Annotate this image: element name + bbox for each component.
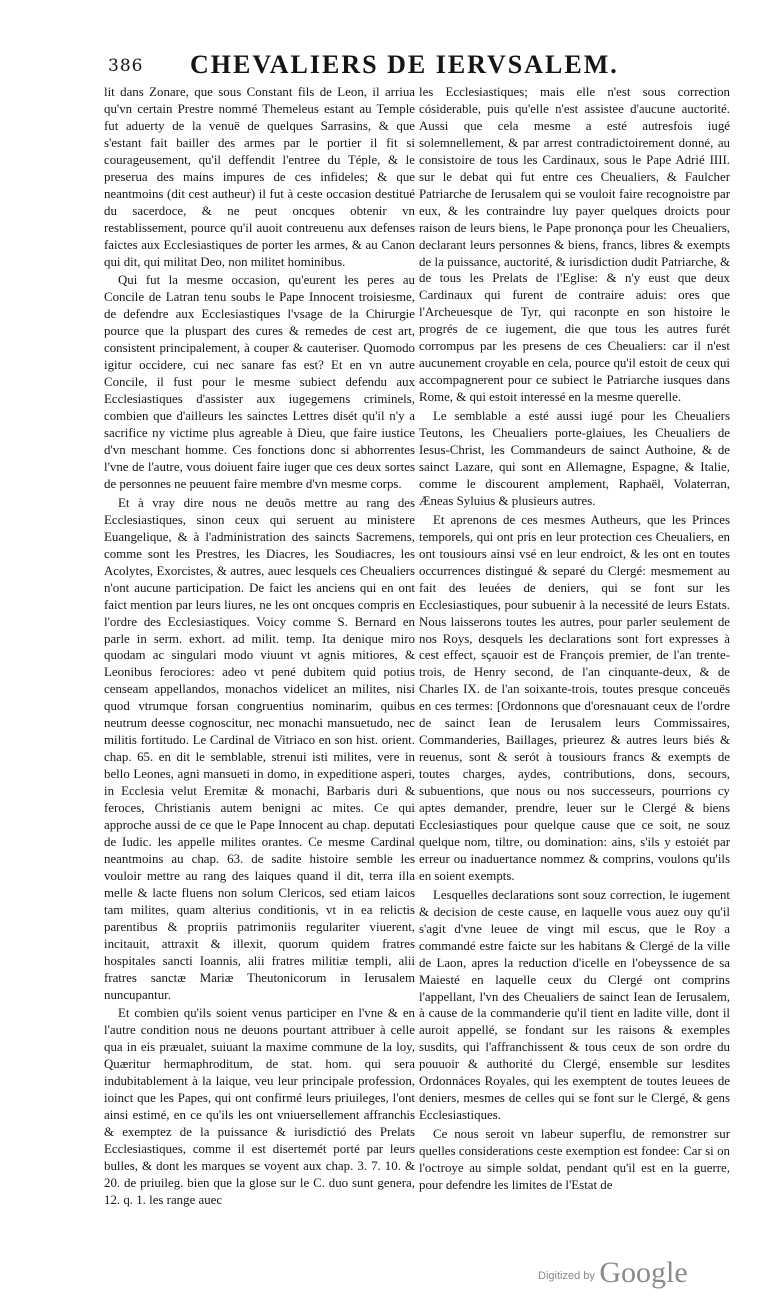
left-column <box>104 84 415 1234</box>
google-logo: Google <box>599 1256 688 1289</box>
paragraph: Lesquelles declarations sont souz correction, le iugement & decision de ceste cause, en laquelle vous auez ouy qu'il s'agit d'vne leuee de vingt mil escus, que le Roy a commandé estre faicte sur les habitans & Clergé de la ville de Laon, apres la reduction d'icelle en l'obeyssence de sa Maiesté en laquelle ceux du Clergé ont comprins l'appellant, l'vn des Cheualiers de sainct Iean de Ierusalem, à cause de la commanderie qu'il tient en ladite ville, dont il auroit appellé, se fondant sur les raisons & exemples susdits, qui l'affranchissent & tous ceux de son ordre du pouuoir & authorité du Clergé, ensemble sur lesdites Ordonnáces Royales, qui les exemptent de toutes leuees de deniers, mesmes de celles qui se font sur le Clergé, & gens Ecclesiastiques. <box>419 887 730 1123</box>
paragraph: Et aprenons de ces mesmes Autheurs, que les Princes temporels, qui ont pris en leur protection ces Cheualiers, en ont tousiours ainsi vsé en leur endroict, & les ont en toutes occurrences distingué & separé du Clergé: mesmement au fait des leuées de deniers, qui se font sur les Ecclesiastiques, pour subuenir à la necessité de leurs Estats. Nous laisserons toutes les autres, pour parler seulement de nos Roys, desquels les declarations sont fort expresses à cest effect, sçauoir est de François premier, de l'an trente-trois, de Henry second, de l'an cinquante-deux, & de Charles IX. de l'an soixante-trois, toutes presque conceuës en ces termes: [Ordonnons que d'oresnauant ceux de l'ordre de sainct Iean de Ierusalem leurs Commissaires, Commanderies, Baillages, prieurez & autres leurs biés & reuenus, sont & serót à tousiours francs & exempts de toutes charges, aydes, contributions, dons, secours, subuentions, que nous ou nos successeurs, pourrions cy aptes demander, prendre, leuer sur le Clergé & biens Ecclesiastiques pour quelque cause que ce soit, ne souz quelque nom, tiltre, ou domination: ains, s'ils y estoiét par erreur ou inaduertance nommez & comprins, voulons qu'ils en soient exempts. <box>419 512 730 883</box>
paragraph: Qui fut la mesme occasion, qu'eurent les peres au Concile de Latran tenu soubs le Pape Innocent troisiesme, de defendre aux Ecclesiastiques l'vsage de la Chirurgie pource que la pluspart des cures & remedes de cest art, consistent principalement, à couper & cauteriser. Quomodo igitur occidere, cui nec sanare fas est? Et en vn autre Concile, il fust pour le mesme subiect defendu aux Ecclesiastiques d'assister aux iugegemens criminels, combien que d'ailleurs les sainctes Lettres disét qu'il n'y a sacrifice ny victime plus agreable à Dieu, que faire iustice d'vn meschant homme. Ces fonctions donc si abhorrentes l'vne de l'autre, vous doiuent faire iuger que ces deux sortes de personnes ne peuuent faire membre d'vn mesme corps. <box>104 273 415 491</box>
running-head: CHEVALIERS DE IERVSALEM. <box>190 50 619 79</box>
digitization-watermark <box>538 1256 758 1296</box>
page-number: 386 <box>108 56 144 76</box>
paragraph: lit dans Zonare, que sous Constant fils de Leon, il arriua qu'vn certain Prestre nommé Themeleus estant au Temple fut aduerty de la venuë de quelques Sarrasins, & que s'estant fait bailler des armes par le portier il fit si courageusement, qu'il deffendit l'entree du Téple, & le preserua des mains impures de ces infideles; & que neantmoins (dit cest autheur) il fut à ceste occasion destitué du sacerdoce, & ne peut oncques obtenir vn restablissement, pource qu'il auoit contreuenu aux defenses faictes aux Ecclesiastiques de porter les armes, & au Canon qui dit, qui militat Deo, non militet hominibus. <box>104 85 415 269</box>
right-column <box>419 84 730 1234</box>
paragraph: Le semblable a esté aussi iugé pour les Cheualiers Teutons, les Cheualiers porte-glaiues, les Cheualiers de Iesus-Christ, les Commandeurs de sainct Authoine, & de sainct Lazare, qui sont en Allemagne, Espagne, & Italie, comme le discourent amplement, Raphaël, Volaterran, Æneas Syluius & plusieurs autres. <box>419 409 730 508</box>
paragraph: Et à vray dire nous ne deuõs mettre au rang des Ecclesiastiques, sinon ceux qui seruent au ministere Euangelique, & à l'administration des saincts Sacremens, comme sont les Prestres, les Diacres, les Soudiacres, les Acolytes, Exorcistes, & autres, auec lesquels ces Cheualiers n'ont aucune participation. De faict les anciens qui en ont faict mention par leurs liures, ne les ont oncques compris en l'ordre des Ecclesiastiques. Voicy comme S. Bernard en parle in serm. exhort. ad milit. temp. Ita denique miro quodam ac singulari modo viuunt vt agnis mitiores, & Leonibus ferociores: adeo vt pené dubitem quid potius censeam appellandos, monachos videlicet an milites, nisi quod vtrumque forsan congruentius nominarim, quibus neutrum deesse cognoscitur, nec monachi mansuetudo, nec militis fortitudo. Le Cardinal de Vitriaco en son hist. orient. chap. 65. en dit le semblable, strenui isti milites, vere in bello Leones, agni mansueti in domo, in expeditione asperi, in Ecclesia velut Eremitæ & monachi, Barbaris duri & feroces, Christianis autem benigni ac mites. Ce qui approche aussi de ce que le Pape Innocent au chap. deputati de Iudic. les appelle milites orantes. Ce mesme Cardinal neantmoins au chap. 63. de sadite histoire semble les vouloir mettre au rang des laiques quand il dit, terra illa melle & lacte fluens non solum Clericos, sed etiam laicos tam milites, quam alterius conditionis, vt in ea relictis parentibus & propriis patrimoniis regulariter viuerent, incitauit, attraxit & illexit, quorum quidem fratres hospitales sancti Ioannis, alii fratres militiæ templi, alii fratres sanctæ Mariæ Theutonicorum in Ierusalem nuncupantur. <box>104 495 415 1002</box>
paragraph: les Ecclesiastiques; mais elle n'est sous correction cósiderable, puis qu'elle n'est assistee d'aucune auctorité. Aussi que cela mesme a esté autresfois iugé solemnellement, & par arrest contradictoirement donné, au consistoire de tous les Cardinaux, sous le Pape Adrié IIII. sur le debat qui fut entre ces Cheualiers, & Faulcher Patriarche de Ierusalem qui se vouloit faire recognoistre par eux, & les contraindre luy payer quelques droicts pour raison de leurs biens, le Pape prononça pour les Cheualiers, declarant leurs personnes & biens, francs, libres & exempts de la puissance, auctorité, & iurisdiction dudit Patriarche, & de tous les Prelats de l'Eglise: & n'y eust que deux Cardinaux qui furent de contraire aduis: ores que l'Archeuesque de Tyr, qui raconpte en son histoire le progrés de ce iugement, die que tous les autres furét corrompus par les presens de ces Cheualiers: car il n'est aucunement croyable en cela, pource qu'il estoit de ceux qui accompagnerent pour ce subiect le Patriarche iusques dans Rome, & qui estoit interessé en la mesme querelle. <box>419 85 730 405</box>
paragraph: Ce nous seroit vn labeur superflu, de remonstrer sur quelles considerations ceste exemption est fondee: Car si on l'octroye au simple soldat, pendant qu'il est en la guerre, pour defendre les limites de l'Estat de <box>419 1127 730 1192</box>
paragraph: Et combien qu'ils soient venus participer en l'vne & en l'autre condition nous ne deuons pourtant attribuer à celle qua in eis præualet, suiuant la maxime commune de la loy, Quæritur hermaphroditum, de stat. hom. qui sera indubitablement à la laique, veu leur principale profession, ioinct que les Papes, qui ont confirmé leurs priuileges, l'ont ainsi estimé, en ce qu'ils les ont vniuersellement affranchis & exemptez de la puissance & iurisdictió des Prelats Ecclesiastiques, comme il est disertemét porté par leurs bulles, & dont les marques se voyent aux chap. 3. 7. 10. & 20. de priuileg. bien que la glose sur le C. duo sunt genera, 12. q. 1. les range auec <box>104 1006 415 1207</box>
watermark-prefix: Digitized by <box>538 1270 595 1282</box>
